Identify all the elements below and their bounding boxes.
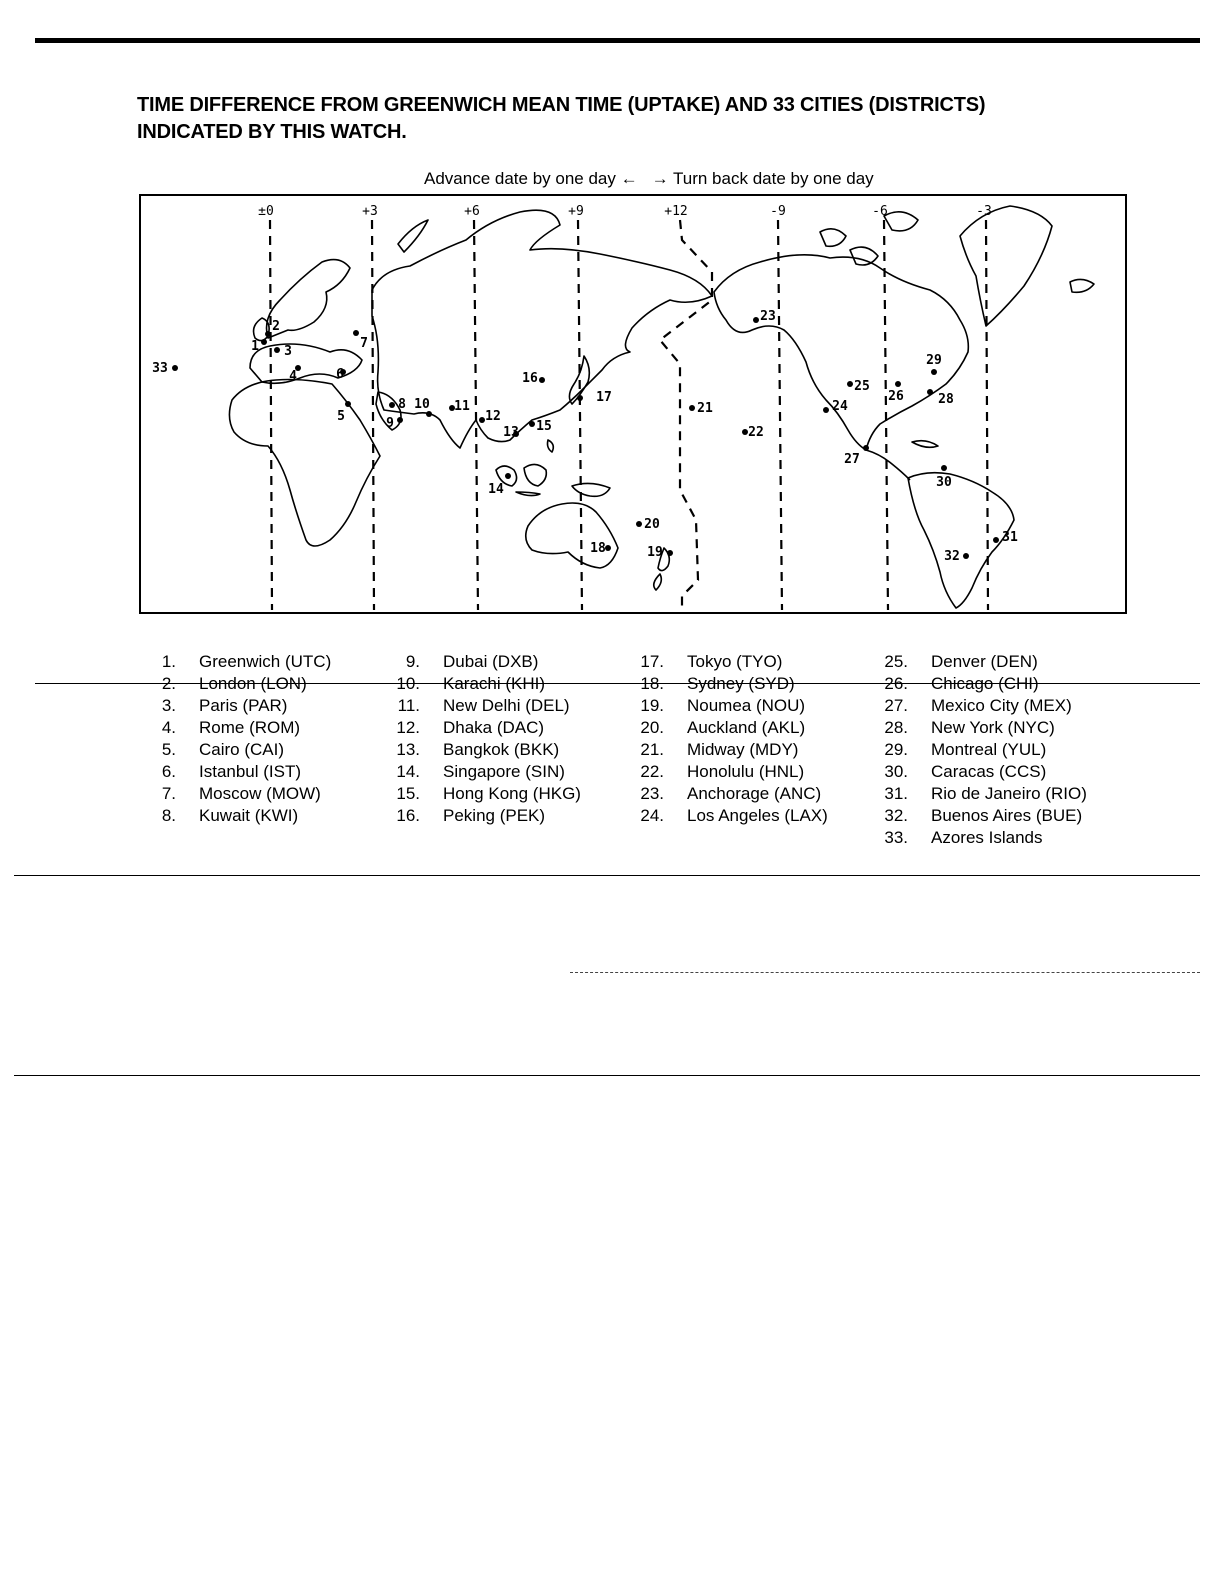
city-marker-23: 23 [760, 309, 776, 324]
zone-label-plus12: +12 [664, 204, 688, 219]
caption-advance-date: Advance date by one day ← [424, 169, 638, 188]
city-list-item: 9. Dubai (DXB) [405, 652, 539, 671]
city-dot-33 [172, 365, 178, 371]
zone-label-plus3: +3 [362, 204, 378, 219]
world-time-zone-map [0, 0, 1224, 640]
city-dot-18 [605, 545, 611, 551]
horizontal-rule [14, 1075, 1200, 1076]
taiwan-outline [548, 440, 554, 452]
city-list-item: 6. Istanbul (IST) [161, 762, 302, 781]
city-marker-7: 7 [360, 336, 368, 351]
zone-line-plus3 [372, 220, 374, 610]
city-marker-28: 28 [938, 392, 954, 407]
city-dot-5 [345, 401, 351, 407]
city-marker-16: 16 [522, 371, 538, 386]
city-dot-22 [742, 429, 748, 435]
zone-label-gmt: ±0 [258, 204, 274, 219]
city-dot-7 [353, 330, 359, 336]
city-marker-8: 8 [398, 397, 406, 412]
city-list-column-2 [388, 651, 618, 827]
city-marker-26: 26 [888, 389, 904, 404]
africa-outline [229, 380, 380, 547]
city-list-item: 7. Moscow (MOW) [161, 784, 321, 803]
greenland-outline [960, 206, 1052, 326]
city-dot-14 [505, 473, 511, 479]
city-list-item: 13. Bangkok (BKK) [396, 740, 560, 759]
asia-outline [372, 210, 712, 448]
city-dot-24 [823, 407, 829, 413]
city-list-item: 11. New Delhi (DEL) [397, 696, 570, 715]
zone-label-plus9: +9 [568, 204, 584, 219]
java-outline [516, 492, 540, 496]
zone-line-plus6 [474, 220, 478, 610]
city-marker-25: 25 [854, 379, 870, 394]
city-list-item: 2. London (LON) [161, 674, 307, 693]
city-list-item: 18. Sydney (SYD) [640, 674, 795, 693]
city-list-item: 16. Peking (PEK) [396, 806, 546, 825]
city-list-item: 21. Midway (MDY) [640, 740, 799, 759]
central-america-outline [866, 450, 910, 480]
zone-line-minus3 [986, 220, 988, 610]
city-dot-23 [753, 317, 759, 323]
city-dot-9 [397, 417, 403, 423]
city-marker-15: 15 [536, 419, 552, 434]
city-marker-20: 20 [644, 517, 660, 532]
city-marker-22: 22 [748, 425, 764, 440]
map-frame [140, 195, 1126, 613]
city-marker-3: 3 [284, 344, 292, 359]
city-dot-3 [274, 347, 280, 353]
city-dot-28 [927, 389, 933, 395]
city-marker-5: 5 [337, 409, 345, 424]
zone-label-minus9: -9 [770, 204, 786, 219]
city-list-item: 33. Azores Islands [884, 828, 1043, 847]
city-list-item: 22. Honolulu (HNL) [640, 762, 805, 781]
city-list-column-3 [632, 651, 872, 827]
arctic-island-outline-1 [820, 229, 846, 246]
city-list-item: 1. Greenwich (UTC) [161, 652, 332, 671]
city-list-column-1 [150, 651, 380, 827]
city-list-item: 31. Rio de Janeiro (RIO) [884, 784, 1087, 803]
city-dot-17 [577, 395, 583, 401]
zone-line-minus9 [778, 220, 782, 610]
city-list-item: 15. Hong Kong (HKG) [396, 784, 581, 803]
city-dot-16 [539, 377, 545, 383]
borneo-outline [524, 464, 546, 486]
city-marker-30: 30 [936, 475, 952, 490]
city-marker-4: 4 [289, 369, 297, 384]
city-list-item: 27. Mexico City (MEX) [884, 696, 1072, 715]
city-dot-8 [389, 402, 395, 408]
city-dot-27 [863, 445, 869, 451]
city-list-item: 8. Kuwait (KWI) [161, 806, 299, 825]
city-marker-11: 11 [454, 399, 470, 414]
arctic-island-outline-3 [884, 212, 918, 231]
city-list-item: 3. Paris (PAR) [161, 696, 288, 715]
city-list-item: 17. Tokyo (TYO) [640, 652, 783, 671]
arctic-island-outline-2 [850, 247, 878, 265]
zone-label-minus3: -3 [976, 204, 992, 219]
city-list-item: 5. Cairo (CAI) [161, 740, 285, 759]
title-line-1: TIME DIFFERENCE FROM GREENWICH MEAN TIME (UPTAKE) AND 33 CITIES (DISTRICTS) [137, 94, 986, 116]
horizontal-rule [570, 972, 1200, 974]
city-marker-27: 27 [844, 452, 860, 467]
city-dot-29 [931, 369, 937, 375]
europe-outline [250, 344, 362, 383]
city-marker-33: 33 [152, 361, 168, 376]
city-dot-15 [529, 421, 535, 427]
city-dot-26 [895, 381, 901, 387]
zone-label-minus6: -6 [872, 204, 888, 219]
city-dots [172, 317, 999, 559]
city-list-item: 28. New York (NYC) [884, 718, 1055, 737]
australia-outline [526, 503, 618, 568]
city-marker-13: 13 [503, 425, 519, 440]
zone-line-plus9 [578, 220, 582, 610]
city-dot-1 [261, 339, 267, 345]
city-dot-12 [479, 417, 485, 423]
new-guinea-outline [572, 483, 610, 496]
city-marker-10: 10 [414, 397, 430, 412]
zone-line-minus6 [884, 220, 888, 610]
city-list-item: 19. Noumea (NOU) [640, 696, 806, 715]
zone-label-plus6: +6 [464, 204, 480, 219]
city-marker-6: 6 [336, 367, 344, 382]
city-marker-18: 18 [590, 541, 606, 556]
city-list-column-4 [876, 651, 1116, 849]
city-list-item: 20. Auckland (AKL) [640, 718, 806, 737]
city-list-item: 32. Buenos Aires (BUE) [884, 806, 1083, 825]
city-marker-19: 19 [647, 545, 663, 560]
city-marker-17: 17 [596, 390, 612, 405]
city-dot-2 [265, 331, 271, 337]
city-marker-29: 29 [926, 353, 942, 368]
city-marker-32: 32 [944, 549, 960, 564]
cuba-outline [912, 441, 938, 448]
city-marker-21: 21 [697, 401, 713, 416]
horizontal-rule [14, 875, 1200, 876]
city-list-item: 12. Dhaka (DAC) [396, 718, 545, 737]
city-marker-12: 12 [485, 409, 501, 424]
city-dot-25 [847, 381, 853, 387]
caption-turn-back-date: → Turn back date by one day [651, 169, 874, 188]
city-marker-24: 24 [832, 399, 848, 414]
city-list-item: 14. Singapore (SIN) [396, 762, 565, 781]
city-list-item: 4. Rome (ROM) [161, 718, 301, 737]
title-line-2: INDICATED BY THIS WATCH. [137, 121, 407, 143]
city-marker-9: 9 [386, 416, 394, 431]
city-list-item: 25. Denver (DEN) [884, 652, 1038, 671]
city-list-item: 29. Montreal (YUL) [884, 740, 1047, 759]
city-marker-2: 2 [272, 319, 280, 334]
city-list-item: 30. Caracas (CCS) [884, 762, 1047, 781]
iceland-outline [1070, 279, 1094, 292]
time-zone-lines [270, 220, 988, 610]
city-list-item: 23. Anchorage (ANC) [640, 784, 822, 803]
city-dot-32 [963, 553, 969, 559]
city-list-item: 24. Los Angeles (LAX) [640, 806, 828, 825]
city-dot-19 [667, 550, 673, 556]
city-dot-30 [941, 465, 947, 471]
city-dot-31 [993, 537, 999, 543]
city-marker-1: 1 [251, 339, 259, 354]
city-dot-20 [636, 521, 642, 527]
city-dot-21 [689, 405, 695, 411]
city-list-item: 10. Karachi (KHI) [396, 674, 546, 693]
novaya-zemlya-outline [398, 220, 428, 252]
city-marker-14: 14 [488, 482, 504, 497]
city-list-item: 26. Chicago (CHI) [884, 674, 1039, 693]
city-marker-31: 31 [1002, 530, 1018, 545]
zone-line-gmt [270, 220, 272, 610]
